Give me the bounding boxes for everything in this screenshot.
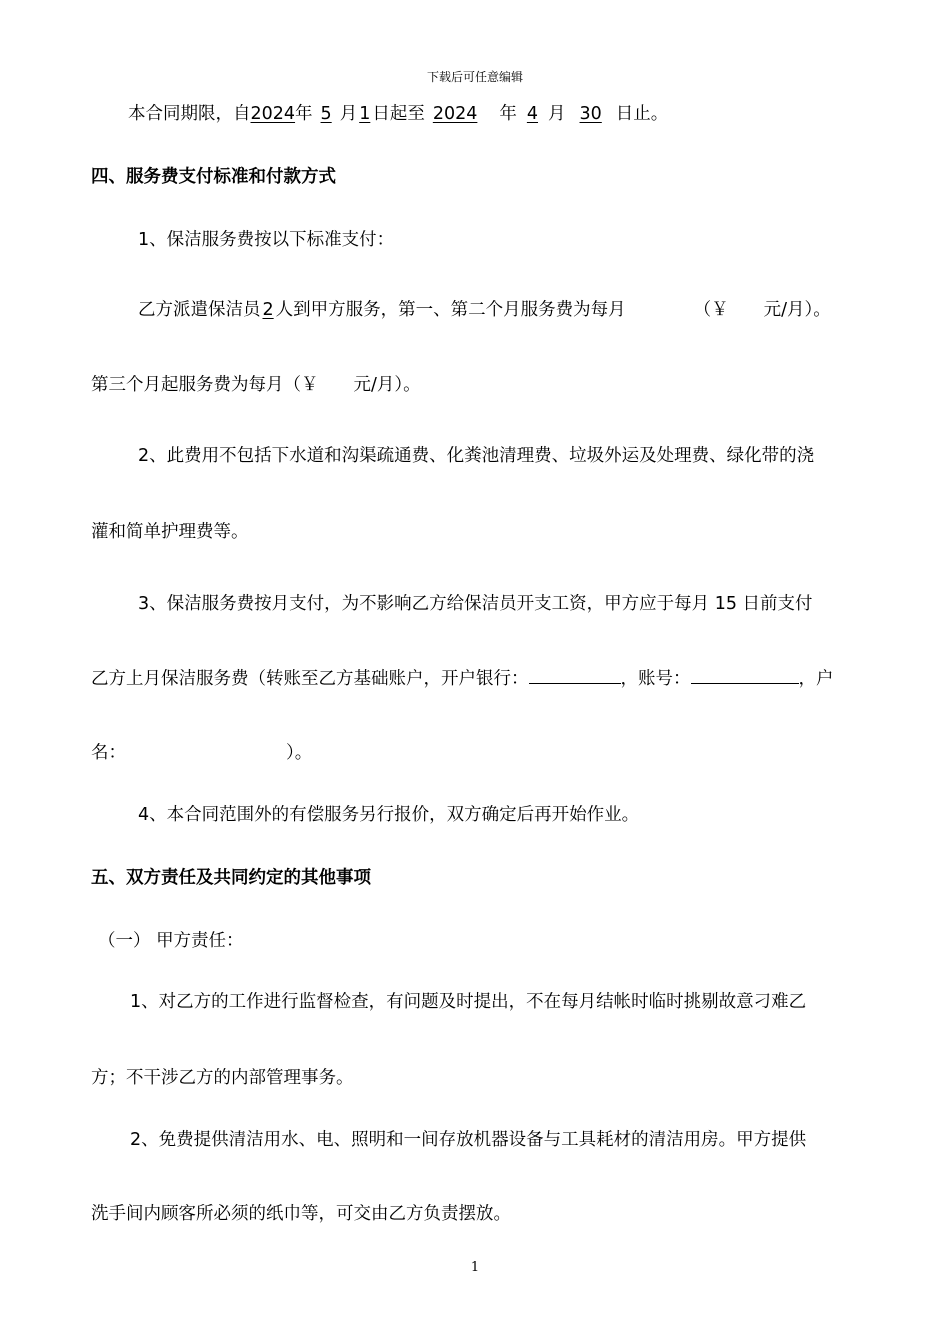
staff-mid: 人到甲方服务，第一、第二个月服务费为每月: [275, 300, 626, 320]
contract-term-line: [128, 102, 668, 126]
section-5-item-1-line-1: 1、对乙方的工作进行监督检查，有问题及时提出，不在每月结帐时临时挑剔故意刁难乙: [130, 992, 807, 1012]
account-holder-suffix: ）。: [286, 743, 313, 763]
section-4-title: 四、服务费支付标准和付款方式: [91, 167, 336, 187]
page-number: 1: [470, 1260, 480, 1275]
term-month-label-2: 月: [548, 104, 566, 124]
account-label: ，账号：: [620, 669, 691, 689]
section-5-item-2-line-1: 2、免费提供清洁用水、电、照明和一间存放机器设备与工具耗材的清洁用房。甲方提供: [130, 1130, 807, 1150]
page-header-note: 下载后可任意编辑: [426, 70, 523, 84]
section-4-item-4: 4、本合同范围外的有偿服务另行报价，双方确定后再开始作业。: [138, 805, 640, 825]
term-suffix: 日止。: [615, 104, 669, 124]
section-5-item-1-line-2: 方；不干涉乙方的内部管理事务。: [91, 1068, 354, 1088]
term-year-label-2: 年: [499, 104, 517, 124]
term-month-label: 月: [339, 104, 358, 124]
third-month-fee: 第三个月起服务费为每月（￥ 元/月）。: [91, 375, 421, 395]
term-start-month: 5: [320, 104, 332, 124]
section-4-item-2-line-1: 2、此费用不包括下水道和沟渠疏通费、化粪池清理费、垃圾外运及处理费、绿化带的浇: [138, 446, 815, 466]
term-start-year: 2024: [250, 104, 296, 124]
section-4-item-1: 1、保洁服务费按以下标准支付：: [138, 230, 395, 250]
account-holder-line: [91, 741, 312, 765]
bank-name-blank: [529, 666, 621, 684]
term-end-month: 4: [526, 104, 539, 124]
section-4-item-3-line-1: 3、保洁服务费按月支付，为不影响乙方给保洁员开支工资，甲方应于每月 15 日前支付: [138, 594, 813, 614]
section-5-item-2-line-2: 洗手间内顾客所必须的纸巾等，可交由乙方负责摆放。: [91, 1204, 511, 1224]
term-prefix: 本合同期限，自: [128, 104, 251, 124]
bank-info-prefix: 乙方上月保洁服务费（转账至乙方基础账户，开户银行：: [91, 669, 529, 689]
account-holder-prefix: 名：: [91, 743, 126, 763]
staff-prefix: 乙方派遣保洁员: [138, 300, 261, 320]
staff-fee: （￥ 元/月）。: [693, 300, 831, 320]
section-5-party-a-heading: （一） 甲方责任：: [98, 931, 244, 951]
account-holder-label: ，户: [798, 669, 834, 689]
staff-fee-line: [138, 298, 831, 322]
account-number-blank: [691, 666, 799, 684]
staff-count: 2: [262, 300, 274, 320]
term-start-day: 1: [359, 104, 371, 124]
section-5-title: 五、双方责任及共同约定的其他事项: [91, 868, 371, 888]
term-end-year: 2024: [432, 104, 478, 124]
term-year-label: 年: [295, 104, 313, 124]
term-end-day: 30: [579, 104, 602, 124]
bank-info-line: [91, 666, 834, 691]
section-4-item-2-line-2: 灌和简单护理费等。: [91, 522, 249, 542]
term-day-to-label: 日起至: [372, 104, 425, 124]
